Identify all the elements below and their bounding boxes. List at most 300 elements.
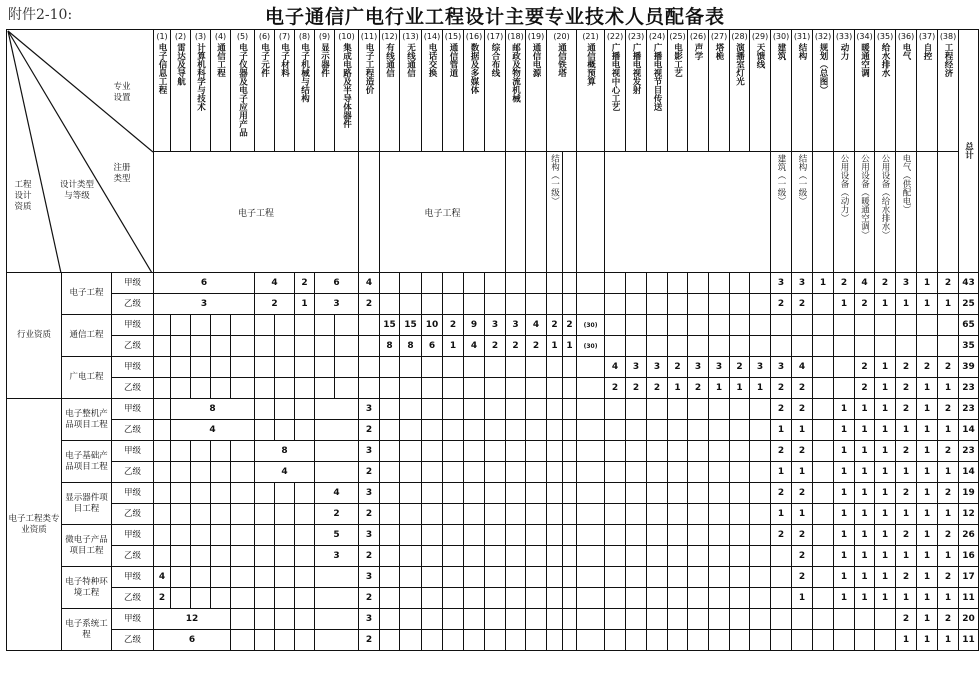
value-cell: 1 xyxy=(917,567,938,588)
column-number: (12) xyxy=(381,32,398,41)
value-cell: 2 xyxy=(896,441,917,462)
value-cell: 2 xyxy=(626,378,647,399)
value-cell xyxy=(295,357,315,378)
value-cell xyxy=(380,609,400,630)
value-cell xyxy=(191,378,211,399)
value-cell xyxy=(422,588,443,609)
value-cell xyxy=(750,588,771,609)
value-cell xyxy=(154,378,171,399)
value-cell xyxy=(547,630,563,651)
value-cell xyxy=(730,630,750,651)
value-cell: 2 xyxy=(668,357,688,378)
value-cell xyxy=(526,294,547,315)
total-cell: 23 xyxy=(959,378,979,399)
column-number: (32) xyxy=(814,32,832,41)
design-type: 显示器件项目工程 xyxy=(62,483,112,525)
value-cell xyxy=(400,273,422,294)
value-cell xyxy=(400,567,422,588)
corner-header xyxy=(7,30,154,273)
value-cell: 3 xyxy=(359,399,380,420)
value-cell xyxy=(668,441,688,462)
value-cell xyxy=(422,462,443,483)
value-cell xyxy=(577,525,605,546)
value-cell: 2 xyxy=(792,378,813,399)
value-cell xyxy=(443,441,464,462)
design-type: 通信工程 xyxy=(62,315,112,357)
value-cell: 4 xyxy=(255,273,295,294)
value-cell: 1 xyxy=(938,420,959,441)
column-number: (37) xyxy=(918,32,936,41)
column-name: 计算机科学与技术 xyxy=(195,43,206,111)
value-cell xyxy=(400,483,422,504)
value-cell xyxy=(647,609,668,630)
value-cell: 2 xyxy=(359,504,380,525)
column-name: 通信铁塔 xyxy=(556,43,567,77)
value-cell xyxy=(400,546,422,567)
value-cell xyxy=(771,336,792,357)
column-header xyxy=(231,30,255,152)
column-name: 通信工程 xyxy=(215,43,226,77)
value-cell xyxy=(688,420,709,441)
value-cell: 1 xyxy=(792,588,813,609)
value-cell xyxy=(813,504,834,525)
table-row xyxy=(7,420,979,441)
value-cell xyxy=(626,525,647,546)
value-cell xyxy=(547,546,563,567)
column-header xyxy=(359,30,380,152)
value-cell xyxy=(154,441,171,462)
value-cell: (30) xyxy=(577,336,605,357)
value-cell xyxy=(547,504,563,525)
value-cell xyxy=(688,609,709,630)
value-cell xyxy=(154,483,171,504)
value-cell xyxy=(855,630,875,651)
value-cell xyxy=(730,483,750,504)
value-cell xyxy=(855,336,875,357)
column-name: 雷达及导航 xyxy=(175,43,186,86)
value-cell: 1 xyxy=(834,504,855,525)
value-cell xyxy=(577,630,605,651)
value-cell xyxy=(231,588,255,609)
value-cell: 1 xyxy=(896,630,917,651)
column-header xyxy=(605,30,626,152)
value-cell xyxy=(813,336,834,357)
value-cell xyxy=(400,378,422,399)
value-cell xyxy=(295,525,315,546)
value-cell xyxy=(813,546,834,567)
value-cell xyxy=(834,630,855,651)
value-cell xyxy=(231,357,255,378)
value-cell xyxy=(563,273,577,294)
column-header xyxy=(255,30,275,152)
value-cell xyxy=(359,315,380,336)
value-cell xyxy=(506,567,526,588)
value-cell xyxy=(813,567,834,588)
value-cell xyxy=(211,483,231,504)
column-number: (21) xyxy=(582,32,599,41)
value-cell xyxy=(443,483,464,504)
value-cell xyxy=(668,567,688,588)
value-cell xyxy=(154,504,171,525)
value-cell xyxy=(464,399,485,420)
registration-type: 公用设备（动力） xyxy=(839,154,850,222)
value-cell xyxy=(709,273,730,294)
value-cell xyxy=(380,546,400,567)
value-cell: 1 xyxy=(875,462,896,483)
value-cell xyxy=(231,504,255,525)
column-header xyxy=(171,30,191,152)
column-number: (34) xyxy=(856,32,873,41)
table-row xyxy=(7,273,979,294)
value-cell xyxy=(422,609,443,630)
value-cell xyxy=(577,441,605,462)
value-cell xyxy=(834,336,855,357)
value-cell xyxy=(547,294,563,315)
column-number: (7) xyxy=(278,32,291,41)
column-number: (20) xyxy=(553,32,570,41)
total-header xyxy=(959,30,979,273)
column-number: (3) xyxy=(194,32,207,41)
value-cell xyxy=(335,336,359,357)
value-cell xyxy=(171,441,191,462)
value-cell xyxy=(526,399,547,420)
value-cell xyxy=(626,336,647,357)
value-cell xyxy=(335,357,359,378)
column-number: (9) xyxy=(318,32,331,41)
value-cell: 1 xyxy=(792,420,813,441)
total-cell: 39 xyxy=(959,357,979,378)
value-cell: 1 xyxy=(834,441,855,462)
column-number: (13) xyxy=(402,32,419,41)
value-cell: 1 xyxy=(875,588,896,609)
value-cell: 1 xyxy=(917,441,938,462)
value-cell xyxy=(422,357,443,378)
value-cell xyxy=(547,441,563,462)
value-cell xyxy=(771,630,792,651)
value-cell xyxy=(443,462,464,483)
grade: 乙级 xyxy=(112,336,154,357)
value-cell xyxy=(626,630,647,651)
column-number: (10) xyxy=(338,32,355,41)
value-cell xyxy=(647,273,668,294)
grade: 乙级 xyxy=(112,630,154,651)
column-header xyxy=(938,30,959,152)
value-cell xyxy=(171,483,191,504)
value-cell: 2 xyxy=(938,609,959,630)
column-header xyxy=(443,30,464,152)
value-cell xyxy=(443,609,464,630)
value-cell xyxy=(211,336,231,357)
value-cell: 2 xyxy=(771,441,792,462)
value-cell: 3 xyxy=(359,483,380,504)
value-cell: 1 xyxy=(792,504,813,525)
value-cell xyxy=(255,483,275,504)
value-cell: 1 xyxy=(668,378,688,399)
value-cell xyxy=(605,504,626,525)
value-cell xyxy=(813,609,834,630)
value-cell xyxy=(563,378,577,399)
value-cell: 2 xyxy=(315,504,359,525)
value-cell: 1 xyxy=(917,378,938,399)
value-cell: 1 xyxy=(875,378,896,399)
registration-cell xyxy=(813,152,834,273)
value-cell xyxy=(255,609,275,630)
column-name: 通信管道 xyxy=(448,43,459,77)
value-cell xyxy=(709,399,730,420)
value-cell: 1 xyxy=(896,504,917,525)
value-cell xyxy=(295,378,315,399)
value-cell xyxy=(771,315,792,336)
value-cell xyxy=(464,462,485,483)
value-cell: 1 xyxy=(917,609,938,630)
column-number: (6) xyxy=(258,32,271,41)
column-number: (8) xyxy=(298,32,311,41)
value-cell xyxy=(563,294,577,315)
registration-cell xyxy=(380,152,506,273)
value-cell xyxy=(154,357,171,378)
value-cell: 2 xyxy=(359,630,380,651)
value-cell xyxy=(485,546,506,567)
value-cell xyxy=(506,399,526,420)
value-cell: 1 xyxy=(855,483,875,504)
value-cell: 1 xyxy=(771,504,792,525)
value-cell xyxy=(315,588,359,609)
column-name: 暖通空调 xyxy=(859,43,870,77)
value-cell xyxy=(506,357,526,378)
value-cell xyxy=(709,420,730,441)
grade: 甲级 xyxy=(112,357,154,378)
value-cell xyxy=(709,588,730,609)
value-cell xyxy=(750,420,771,441)
value-cell xyxy=(485,294,506,315)
column-header xyxy=(577,30,605,152)
value-cell xyxy=(577,378,605,399)
value-cell xyxy=(647,399,668,420)
value-cell xyxy=(400,399,422,420)
value-cell xyxy=(605,567,626,588)
value-cell xyxy=(813,294,834,315)
column-name: 工程经济 xyxy=(943,43,954,77)
value-cell xyxy=(275,567,295,588)
value-cell: 15 xyxy=(400,315,422,336)
value-cell xyxy=(255,378,275,399)
value-cell xyxy=(380,420,400,441)
value-cell xyxy=(730,588,750,609)
column-header xyxy=(315,30,335,152)
value-cell xyxy=(422,546,443,567)
value-cell xyxy=(577,504,605,525)
total-cell: 43 xyxy=(959,273,979,294)
value-cell xyxy=(526,546,547,567)
value-cell xyxy=(626,567,647,588)
value-cell xyxy=(647,294,668,315)
value-cell xyxy=(191,462,211,483)
value-cell: 1 xyxy=(834,462,855,483)
value-cell xyxy=(506,273,526,294)
value-cell xyxy=(485,504,506,525)
column-name: 无线通信 xyxy=(405,43,416,77)
value-cell: 6 xyxy=(422,336,443,357)
value-cell xyxy=(668,315,688,336)
value-cell xyxy=(255,420,275,441)
value-cell: 2 xyxy=(605,378,626,399)
value-cell: 3 xyxy=(154,294,255,315)
value-cell xyxy=(605,630,626,651)
value-cell xyxy=(526,420,547,441)
value-cell: 4 xyxy=(154,567,171,588)
value-cell: 2 xyxy=(938,357,959,378)
value-cell xyxy=(506,420,526,441)
value-cell xyxy=(443,588,464,609)
value-cell xyxy=(295,588,315,609)
value-cell xyxy=(380,378,400,399)
value-cell: 2 xyxy=(896,357,917,378)
column-name: 天馈线 xyxy=(755,43,766,69)
qualification-group: 电子工程类专业资质 xyxy=(7,399,62,651)
value-cell xyxy=(605,588,626,609)
value-cell xyxy=(191,483,211,504)
value-cell: 1 xyxy=(875,441,896,462)
column-name: 广播电视中心工艺 xyxy=(610,43,621,111)
value-cell xyxy=(563,567,577,588)
value-cell: 1 xyxy=(834,588,855,609)
column-header xyxy=(730,30,750,152)
value-cell xyxy=(255,630,275,651)
value-cell xyxy=(750,399,771,420)
column-name: 综合布线 xyxy=(490,43,501,77)
value-cell xyxy=(526,273,547,294)
value-cell xyxy=(834,378,855,399)
value-cell xyxy=(171,462,191,483)
value-cell xyxy=(647,315,668,336)
value-cell: 1 xyxy=(875,357,896,378)
value-cell xyxy=(750,462,771,483)
value-cell xyxy=(380,588,400,609)
value-cell xyxy=(255,525,275,546)
value-cell: 1 xyxy=(855,462,875,483)
value-cell xyxy=(668,336,688,357)
value-cell: 2 xyxy=(917,357,938,378)
total-cell: 23 xyxy=(959,441,979,462)
value-cell xyxy=(577,294,605,315)
value-cell: 1 xyxy=(938,294,959,315)
column-name: 电子元件 xyxy=(259,43,270,77)
value-cell xyxy=(563,546,577,567)
column-header xyxy=(526,30,547,152)
value-cell: 1 xyxy=(938,378,959,399)
value-cell: 2 xyxy=(563,315,577,336)
value-cell xyxy=(813,378,834,399)
value-cell: 1 xyxy=(917,483,938,504)
value-cell: 8 xyxy=(400,336,422,357)
registration-cell xyxy=(938,152,959,273)
value-cell xyxy=(231,525,255,546)
total-cell: 11 xyxy=(959,588,979,609)
value-cell xyxy=(443,357,464,378)
table-row xyxy=(7,294,979,315)
value-cell xyxy=(605,546,626,567)
table-row xyxy=(7,588,979,609)
value-cell: 3 xyxy=(485,315,506,336)
value-cell xyxy=(275,378,295,399)
registration-cell xyxy=(771,152,792,273)
column-header xyxy=(191,30,211,152)
value-cell: 2 xyxy=(938,525,959,546)
value-cell xyxy=(813,630,834,651)
value-cell xyxy=(577,399,605,420)
value-cell xyxy=(400,525,422,546)
value-cell xyxy=(577,609,605,630)
column-number: (27) xyxy=(710,32,728,41)
value-cell xyxy=(526,588,547,609)
value-cell xyxy=(626,399,647,420)
grade: 乙级 xyxy=(112,588,154,609)
value-cell xyxy=(626,504,647,525)
registration-cell xyxy=(605,152,771,273)
value-cell: 1 xyxy=(813,273,834,294)
value-cell: 2 xyxy=(359,546,380,567)
value-cell xyxy=(443,546,464,567)
value-cell: 1 xyxy=(917,294,938,315)
column-header xyxy=(855,30,875,152)
value-cell xyxy=(668,273,688,294)
value-cell: 4 xyxy=(255,462,315,483)
value-cell xyxy=(563,357,577,378)
value-cell xyxy=(730,336,750,357)
value-cell: 2 xyxy=(771,378,792,399)
value-cell: 8 xyxy=(171,399,255,420)
value-cell xyxy=(506,462,526,483)
value-cell xyxy=(917,336,938,357)
value-cell xyxy=(380,525,400,546)
value-cell xyxy=(464,588,485,609)
value-cell: 1 xyxy=(917,525,938,546)
value-cell xyxy=(896,315,917,336)
value-cell xyxy=(506,525,526,546)
value-cell: 4 xyxy=(359,273,380,294)
value-cell: 1 xyxy=(917,420,938,441)
value-cell: 3 xyxy=(315,546,359,567)
value-cell xyxy=(813,357,834,378)
value-cell: 4 xyxy=(315,483,359,504)
value-cell: 2 xyxy=(834,273,855,294)
value-cell xyxy=(231,567,255,588)
value-cell: 1 xyxy=(730,378,750,399)
value-cell xyxy=(464,441,485,462)
grade: 甲级 xyxy=(112,525,154,546)
registration-type: 结构（一级） xyxy=(797,154,808,205)
value-cell xyxy=(626,462,647,483)
grade: 乙级 xyxy=(112,546,154,567)
value-cell xyxy=(813,420,834,441)
value-cell xyxy=(380,357,400,378)
column-header xyxy=(917,30,938,152)
value-cell: 1 xyxy=(834,420,855,441)
column-name: 电子工程造价 xyxy=(364,43,375,94)
value-cell: 1 xyxy=(938,504,959,525)
value-cell: 2 xyxy=(896,483,917,504)
value-cell: 2 xyxy=(443,315,464,336)
value-cell xyxy=(563,441,577,462)
column-name: 有线通信 xyxy=(384,43,395,77)
column-number: (28) xyxy=(731,32,748,41)
value-cell: 2 xyxy=(359,420,380,441)
value-cell: 1 xyxy=(896,588,917,609)
value-cell xyxy=(626,315,647,336)
value-cell: 1 xyxy=(896,420,917,441)
value-cell xyxy=(464,525,485,546)
value-cell xyxy=(547,462,563,483)
